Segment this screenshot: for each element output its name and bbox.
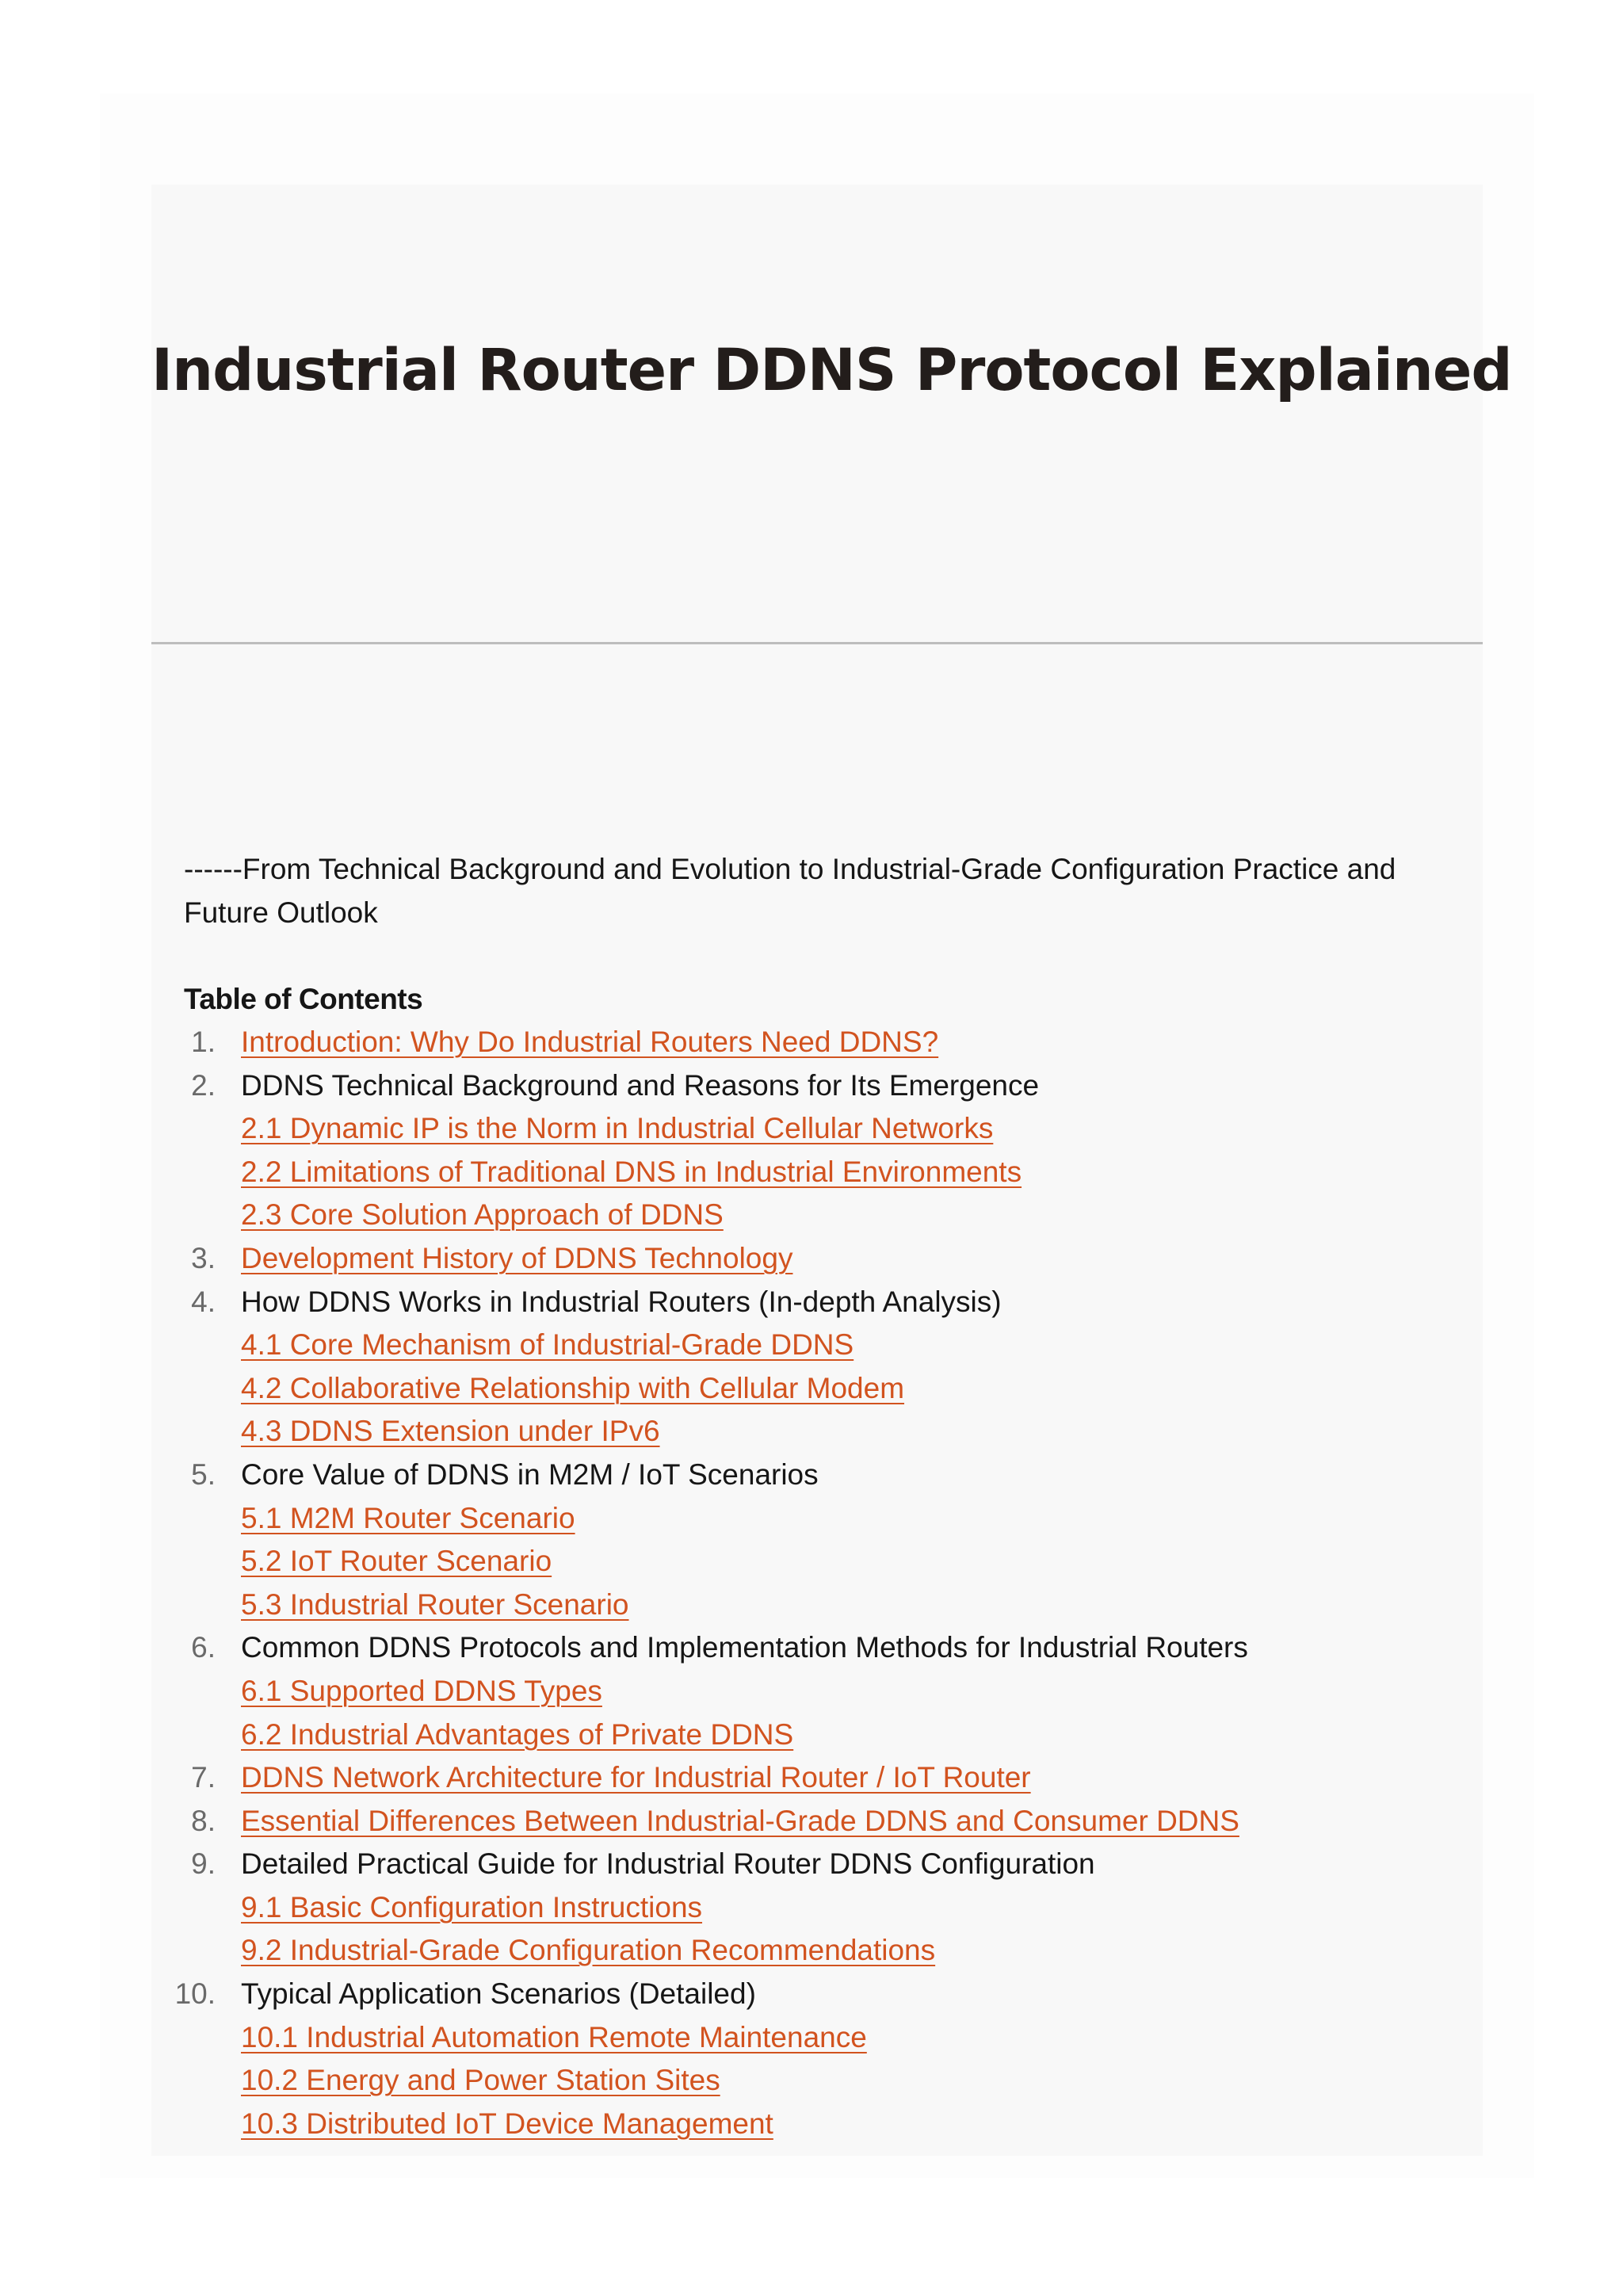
toc-row — [174, 1973, 1452, 2016]
toc-section-label: Core Value of DDNS in M2M / IoT Scenarios — [241, 1457, 819, 1491]
toc-subitem — [184, 1886, 1452, 1930]
toc-row — [184, 1021, 1452, 1064]
toc-item — [184, 1281, 1452, 1454]
toc-subitem — [184, 1194, 1452, 1237]
toc-item — [184, 1843, 1452, 1973]
toc-number: 6. — [191, 1631, 216, 1664]
toc-row — [184, 1237, 1452, 1281]
toc-row — [184, 1756, 1452, 1800]
toc-subitem — [184, 1367, 1452, 1411]
toc-sublink[interactable]: 6.2 Industrial Advantages of Private DDNS — [241, 1717, 794, 1751]
toc-sublink[interactable]: 2.1 Dynamic IP is the Norm in Industrial Cellular Networks — [241, 1112, 994, 1145]
toc-item — [184, 1756, 1452, 1800]
toc-number: 7. — [191, 1761, 216, 1794]
toc-item — [184, 1800, 1452, 1843]
article-body — [174, 847, 1452, 2145]
toc-item — [184, 1454, 1452, 1626]
toc-subitem — [184, 1584, 1452, 1627]
toc-number: 4. — [191, 1285, 216, 1318]
document-subtitle: ------From Technical Background and Evolution to Industrial-Grade Configuration Practice and Future Outlook — [184, 853, 1396, 929]
toc-row — [184, 1800, 1452, 1843]
toc-row — [184, 1064, 1452, 1108]
toc-sublist — [184, 1497, 1452, 1627]
toc-sublink[interactable]: 4.2 Collaborative Relationship with Cellular Modem — [241, 1371, 905, 1404]
toc-sublink[interactable]: 4.1 Core Mechanism of Industrial-Grade DDNS — [241, 1328, 854, 1362]
toc-sublink[interactable]: 5.2 IoT Router Scenario — [241, 1545, 552, 1578]
toc-sublink[interactable]: 9.1 Basic Configuration Instructions — [241, 1890, 703, 1924]
toc-heading: Table of Contents — [184, 983, 423, 1015]
toc-link[interactable]: Essential Differences Between Industrial-Grade DDNS and Consumer DDNS — [241, 1804, 1239, 1837]
toc-sublink[interactable]: 5.3 Industrial Router Scenario — [241, 1587, 629, 1621]
toc-section-label: Common DDNS Protocols and Implementation Methods for Industrial Routers — [241, 1631, 1248, 1664]
toc-section-label: How DDNS Works in Industrial Routers (In-depth Analysis) — [241, 1285, 1002, 1318]
toc-item — [184, 1237, 1452, 1281]
toc-subitem — [184, 1670, 1452, 1713]
toc-sublist — [184, 1324, 1452, 1454]
toc-sublink[interactable]: 10.2 Energy and Power Station Sites — [241, 2064, 720, 2097]
toc-number: 5. — [191, 1457, 216, 1491]
table-of-contents — [174, 1021, 1452, 2145]
toc-link[interactable]: Development History of DDNS Technology — [241, 1241, 793, 1274]
toc-sublink[interactable]: 5.1 M2M Router Scenario — [241, 1501, 575, 1534]
toc-number: 10. — [174, 1977, 216, 2011]
toc-sublink[interactable]: 2.3 Core Solution Approach of DDNS — [241, 1198, 724, 1232]
toc-subitem — [184, 1410, 1452, 1454]
toc-subitem — [184, 1151, 1452, 1194]
toc-sublink[interactable]: 10.1 Industrial Automation Remote Maintenance — [241, 2020, 867, 2053]
toc-item — [184, 1021, 1452, 1064]
toc-subitem — [184, 1540, 1452, 1584]
toc-sublink[interactable]: 2.2 Limitations of Traditional DNS in Industrial Environments — [241, 1155, 1022, 1188]
toc-sublink[interactable]: 10.3 Distributed IoT Device Management — [241, 2107, 773, 2140]
toc-link[interactable]: Introduction: Why Do Industrial Routers Need DDNS? — [241, 1026, 939, 1058]
toc-subitem — [184, 1497, 1452, 1541]
toc-subitem — [184, 1107, 1452, 1151]
toc-sublink[interactable]: 6.1 Supported DDNS Types — [241, 1674, 602, 1707]
toc-section-label: DDNS Technical Background and Reasons for Its Emergence — [241, 1068, 1040, 1102]
toc-item — [184, 1626, 1452, 1756]
toc-sublist — [184, 2016, 1452, 2146]
toc-row — [184, 1843, 1452, 1886]
toc-subitem — [184, 1713, 1452, 1757]
toc-section-label: Detailed Practical Guide for Industrial Router DDNS Configuration — [241, 1847, 1095, 1881]
toc-number: 8. — [191, 1804, 216, 1837]
toc-number: 1. — [191, 1026, 216, 1058]
toc-sublist — [184, 1670, 1452, 1756]
toc-subitem — [184, 1324, 1452, 1367]
toc-sublink[interactable]: 4.3 DDNS Extension under IPv6 — [241, 1415, 660, 1448]
toc-sublink[interactable]: 9.2 Industrial-Grade Configuration Recommendations — [241, 1934, 936, 1967]
toc-row — [184, 1281, 1452, 1324]
toc-number: 3. — [191, 1241, 216, 1274]
toc-subitem — [184, 2059, 1452, 2103]
toc-sublist — [184, 1107, 1452, 1237]
page-title: Industrial Router DDNS Protocol Explained — [151, 337, 1512, 404]
toc-number: 9. — [191, 1847, 216, 1881]
toc-section-label: Typical Application Scenarios (Detailed) — [241, 1977, 756, 2011]
toc-subitem — [184, 2103, 1452, 2146]
toc-item — [174, 1973, 1452, 2145]
toc-item — [184, 1064, 1452, 1237]
toc-number: 2. — [191, 1068, 216, 1102]
toc-link[interactable]: DDNS Network Architecture for Industrial Router / IoT Router — [241, 1761, 1031, 1794]
title-divider — [151, 642, 1483, 644]
toc-row — [184, 1454, 1452, 1497]
toc-subitem — [184, 2016, 1452, 2060]
toc-sublist — [184, 1886, 1452, 1973]
toc-subitem — [184, 1929, 1452, 1973]
toc-row — [184, 1626, 1452, 1670]
